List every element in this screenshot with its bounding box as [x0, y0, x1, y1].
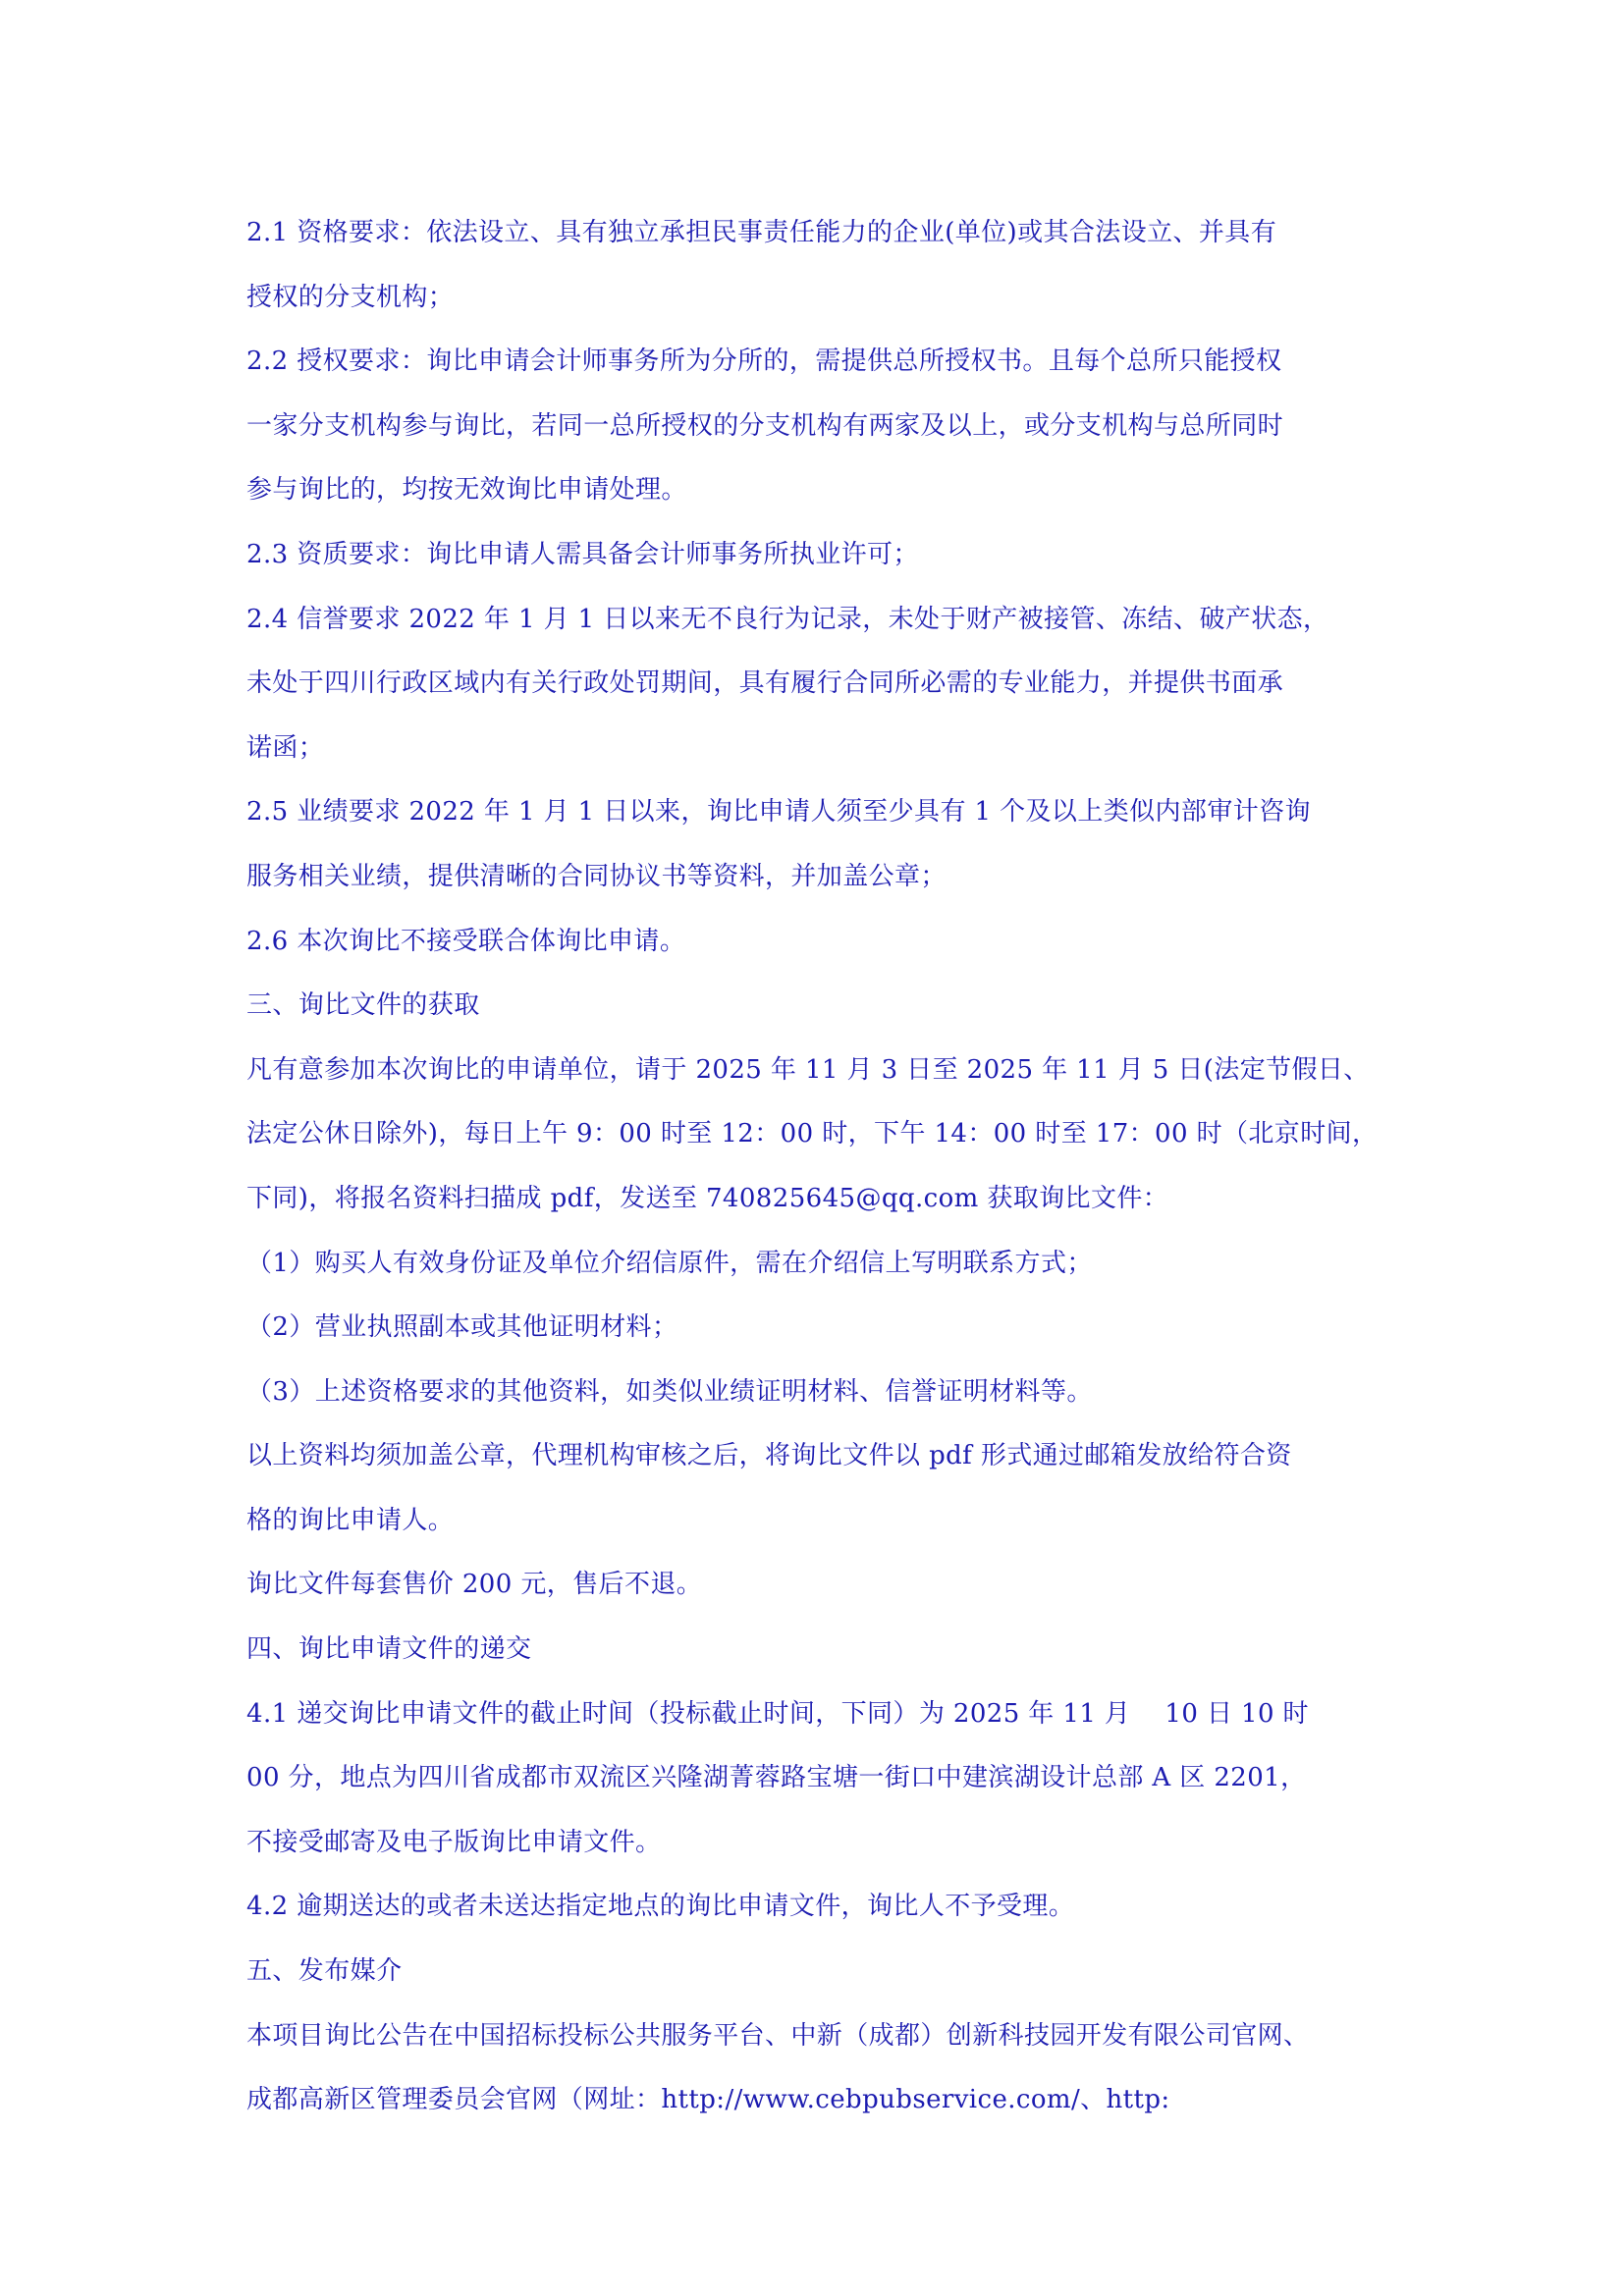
- text-line: 法定公休日除外)，每日上午 9：00 时至 12：00 时，下午 14：00 时至 17：00 时（北京时间，: [246, 1119, 1379, 1149]
- section-heading: 四、询比申请文件的递交: [246, 1634, 532, 1665]
- text-line: 格的询比申请人。: [246, 1505, 455, 1535]
- text-line: 以上资料均须加盖公章，代理机构审核之后，将询比文件以 pdf 形式通过邮箱发放给符合资: [246, 1441, 1292, 1471]
- text-line: 2.6 本次询比不接受联合体询比申请。: [246, 926, 686, 956]
- text-line: 服务相关业绩，提供清晰的合同协议书等资料，并加盖公章；: [246, 861, 947, 891]
- text-line: 一家分支机构参与询比，若同一总所授权的分支机构有两家及以上，或分支机构与总所同时: [246, 410, 1284, 441]
- text-line: 2.3 资质要求：询比申请人需具备会计师事务所执业许可；: [246, 539, 919, 569]
- text-line: 4.2 逾期送达的或者未送达指定地点的询比申请文件，询比人不予受理。: [246, 1892, 1075, 1922]
- text-line: 诺函；: [246, 732, 325, 763]
- document-page: [246, 201, 1385, 2133]
- text-line: 00 分，地点为四川省成都市双流区兴隆湖菁蓉路宝塘一街口中建滨湖设计总部 A 区 2201，: [246, 1763, 1307, 1793]
- text-line: 不接受邮寄及电子版询比申请文件。: [246, 1827, 662, 1857]
- text-line: 未处于四川行政区域内有关行政处罚期间，具有履行合同所必需的专业能力，并提供书面承: [246, 668, 1284, 699]
- text-line: 2.5 业绩要求 2022 年 1 月 1 日以来，询比申请人须至少具有 1 个及以上类似内部审计咨询: [246, 797, 1311, 828]
- list-item: （3）上述资格要求的其他资料，如类似业绩证明材料、信誉证明材料等。: [246, 1376, 1093, 1407]
- text-line: 本项目询比公告在中国招标投标公共服务平台、中新（成都）创新科技园开发有限公司官网、: [246, 2020, 1310, 2051]
- section-heading: 五、发布媒介: [246, 1956, 403, 1987]
- list-item: （1）购买人有效身份证及单位介绍信原件，需在介绍信上写明联系方式；: [246, 1248, 1093, 1278]
- list-item: （2）营业执照副本或其他证明材料；: [246, 1312, 678, 1343]
- text-line: 凡有意参加本次询比的申请单位，请于 2025 年 11 月 3 日至 2025 年 11 月 5 日(法定节假日、: [246, 1054, 1370, 1085]
- text-line: 授权的分支机构；: [246, 282, 455, 312]
- text-line: 2.2 授权要求：询比申请会计师事务所为分所的，需提供总所授权书。且每个总所只能授权: [246, 347, 1282, 377]
- text-line: 2.1 资格要求：依法设立、具有独立承担民事责任能力的企业(单位)或其合法设立、并具有: [246, 218, 1277, 247]
- text-line: 参与询比的，均按无效询比申请处理。: [246, 475, 687, 506]
- text-line: 下同)，将报名资料扫描成 pdf，发送至 740825645@qq.com 获取询比文件：: [246, 1183, 1169, 1213]
- text-line: 4.1 递交询比申请文件的截止时间（投标截止时间，下同）为 2025 年 11 月 10 日 10 时: [246, 1698, 1309, 1729]
- text-line: 询比文件每套售价 200 元，售后不退。: [246, 1570, 703, 1600]
- text-line: 成都高新区管理委员会官网（网址：http://www.cebpubservice.com/、http:: [246, 2085, 1170, 2115]
- text-line: 2.4 信誉要求 2022 年 1 月 1 日以来无不良行为记录，未处于财产被接管、冻结、破产状态，: [246, 604, 1329, 634]
- section-heading: 三、询比文件的获取: [246, 990, 480, 1021]
